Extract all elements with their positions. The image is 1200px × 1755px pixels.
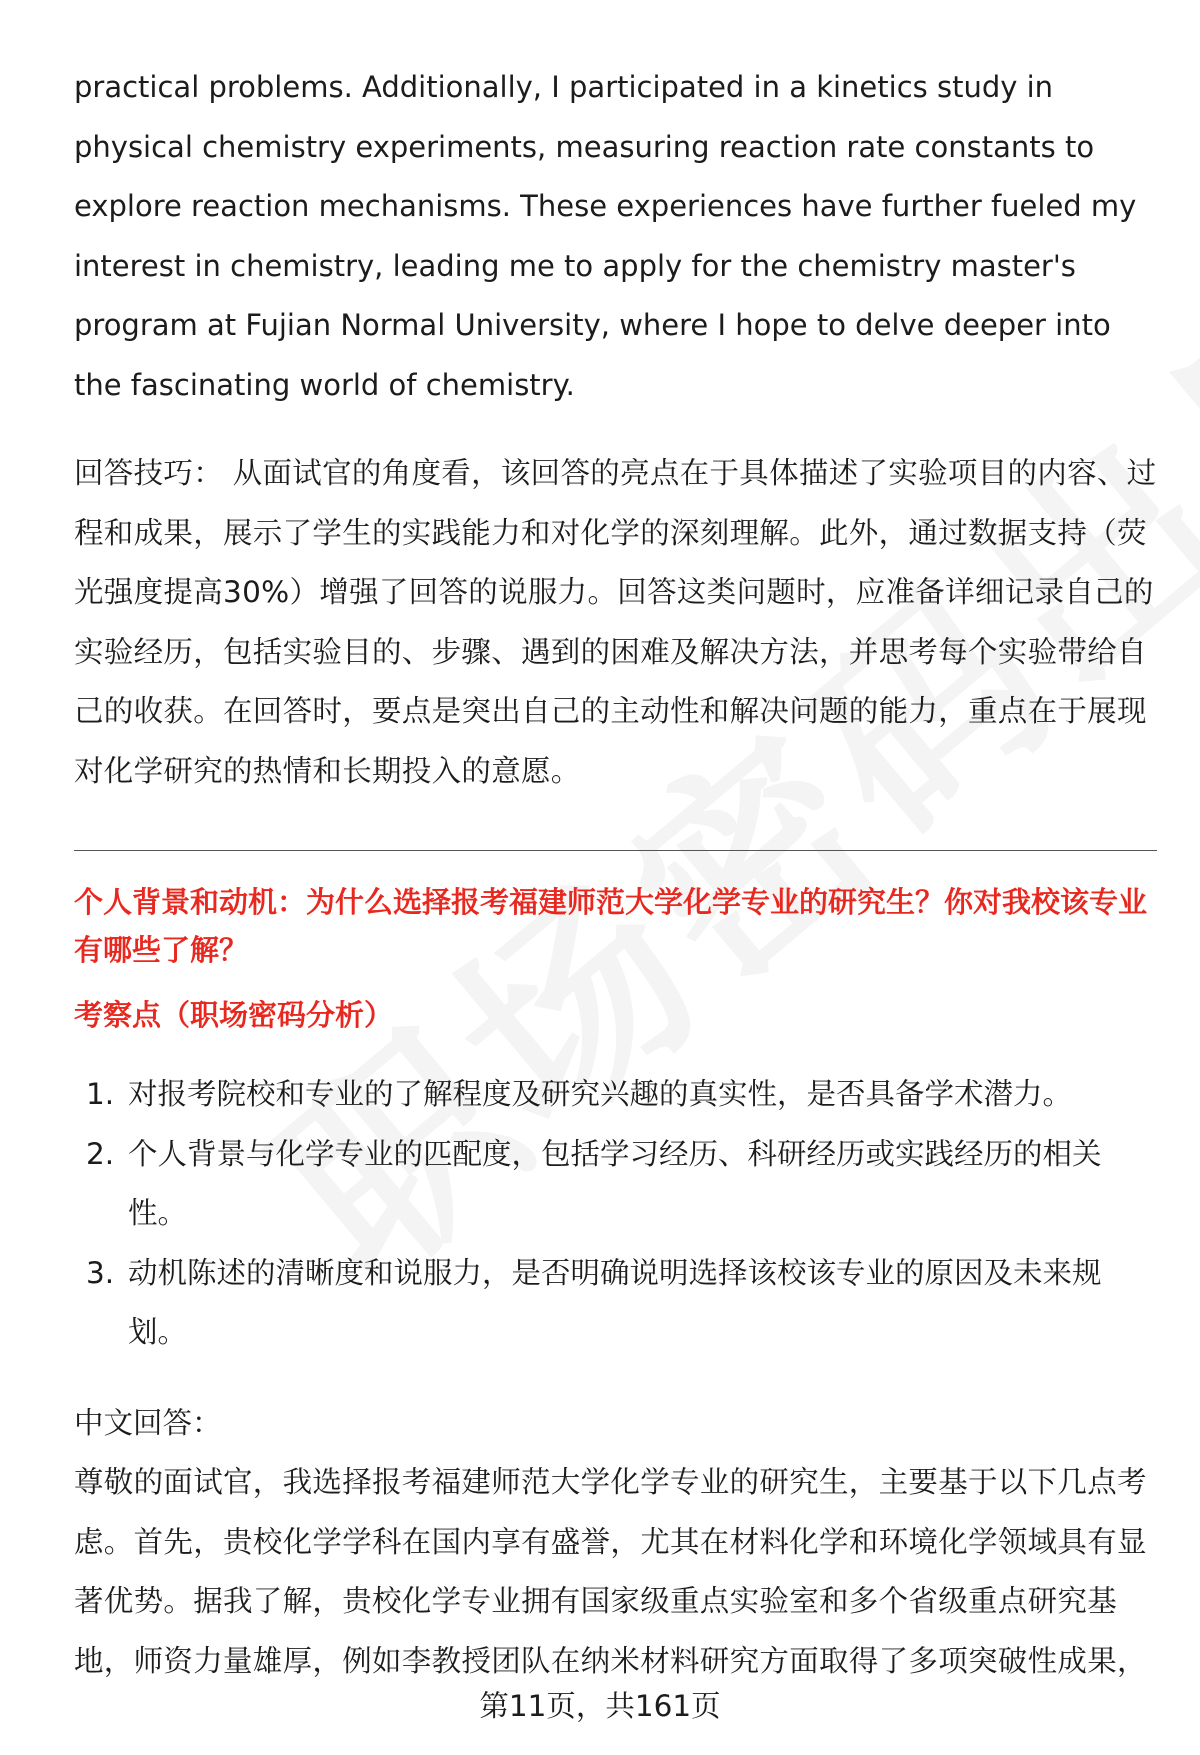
list-number: 3. xyxy=(86,1255,115,1290)
list-item xyxy=(74,1065,1159,1125)
english-answer-paragraph: practical problems. Additionally, I participated in a kinetics study in physical chemistry experiments, measuring reaction rate constants to explore reaction mechanisms. These experiences have further fueled my interest in chemistry, leading me to apply for the chemistry master's program at Fujian Normal University, where I hope to delve deeper into the fascinating world of chemistry. xyxy=(74,70,1137,402)
chinese-answer-paragraph: 尊敬的面试官，我选择报考福建师范大学化学专业的研究生，主要基于以下几点考虑。首先，贵校化学学科在国内享有盛誉，尤其在材料化学和环境化学领域具有显著优势。据我了解，贵校化学专业拥有国家级重点实验室和多个省级重点研究基地，师资力量雄厚，例如李教授团队在纳米材料研究方面取得了多项突破性成果， xyxy=(74,1465,1147,1678)
assessment-points-list xyxy=(74,1065,1159,1363)
list-number: 2. xyxy=(86,1136,115,1171)
list-item-text: 对报考院校和专业的了解程度及研究兴趣的真实性，是否具备学术潜力。 xyxy=(128,1077,1073,1111)
list-item-text: 个人背景与化学专业的匹配度，包括学习经历、科研经历或实践经历的相关性。 xyxy=(128,1136,1102,1230)
list-item xyxy=(74,1244,1159,1363)
list-item-text: 动机陈述的清晰度和说服力，是否明确说明选择该校该专业的原因及未来规划。 xyxy=(128,1255,1102,1349)
assessment-heading: 考察点（职场密码分析） xyxy=(74,998,394,1032)
chinese-answer-label: 中文回答： xyxy=(74,1406,222,1440)
answer-tip-paragraph: 回答技巧： 从面试官的角度看，该回答的亮点在于具体描述了实验项目的内容、过程和成果，展示了学生的实践能力和对化学的深刻理解。此外，通过数据支持（荧光强度提高30%）增强了回答的说服力。回答这类问题时，应准备详细记录自己的实验经历，包括实验目的、步骤、遇到的困难及解决方法，并思考每个实验带给自己的收获。在回答时，要点是突出自己的主动性和解决问题的能力，重点在于展现对化学研究的热情和长期投入的意愿。 xyxy=(74,456,1157,788)
list-number: 1. xyxy=(86,1077,115,1111)
list-item xyxy=(74,1125,1159,1244)
section-divider xyxy=(74,850,1157,851)
page-footer: 第11页，共161页 xyxy=(479,1689,721,1723)
question-heading: 个人背景和动机：为什么选择报考福建师范大学化学专业的研究生？你对我校该专业有哪些了解？ xyxy=(74,885,1148,967)
